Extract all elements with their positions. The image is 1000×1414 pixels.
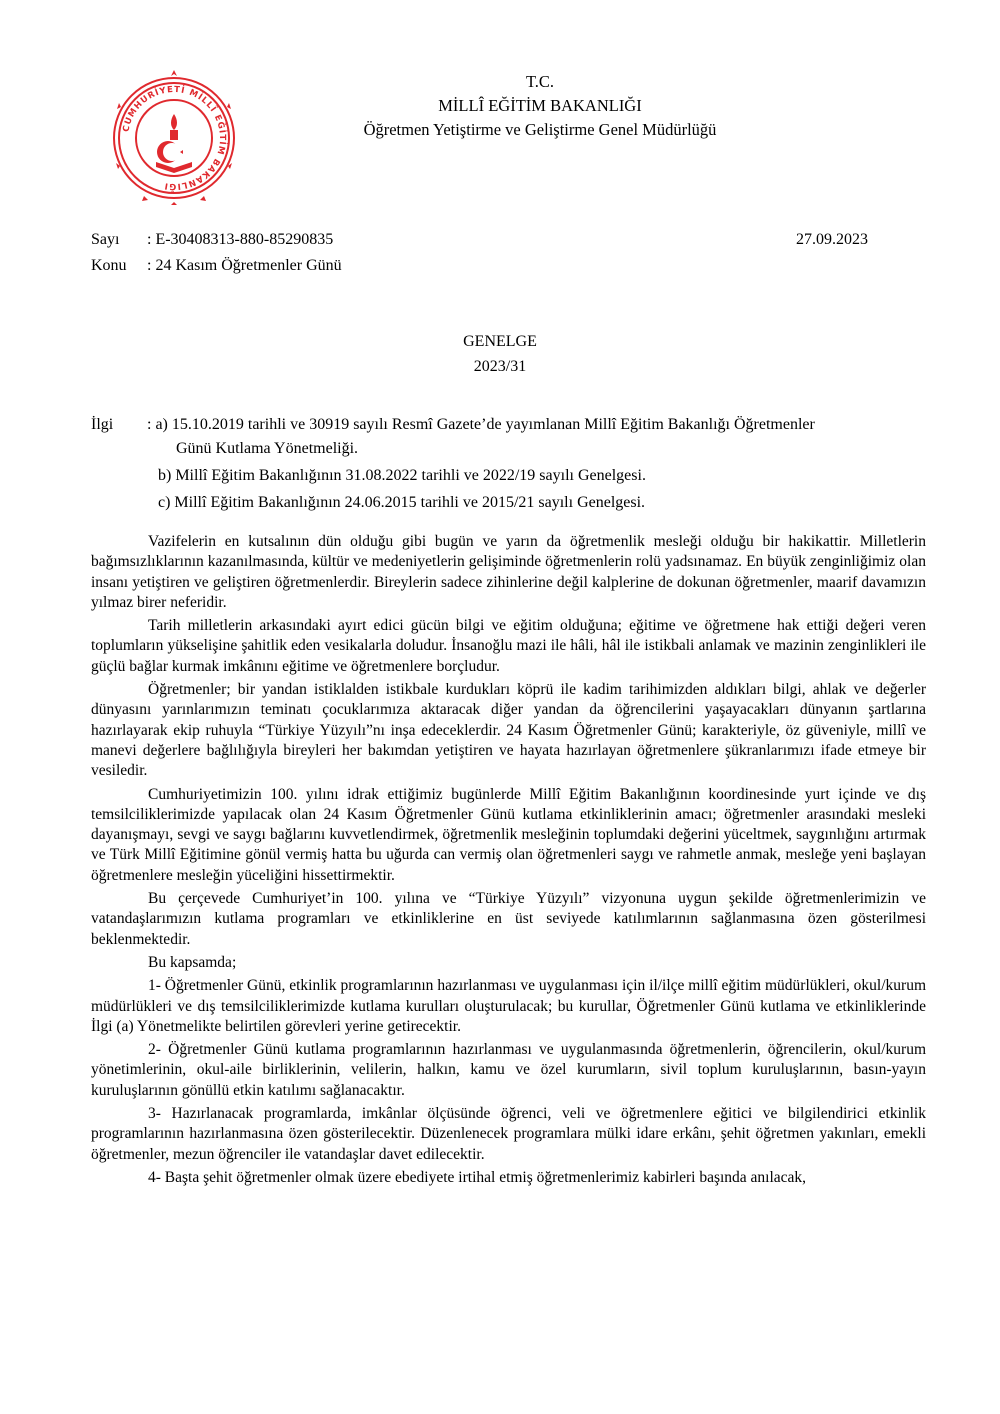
body-paragraph: Bu çerçevede Cumhuriyet’in 100. yılına ve “Türkiye Yüzyılı” vizyonuna uygun şekilde öğretmenlerimizin ve vatandaşlarımızın kutlama programları ve etkinliklerine en üst seviyede katılımlarının sağlanmasına özen gösterilmesi beklenmektedir. xyxy=(91,890,926,948)
document-body xyxy=(91,532,926,1191)
document-header xyxy=(280,70,800,142)
body-paragraph: Tarih milletlerin arkasındaki ayırt edici gücün bilgi ve eğitim olduğuna; eğitime ve öğretmene hak ettiği değeri veren toplumların yükselişine şahitlik eden vesikalarla doludur. İnsanoğlu mazi ile hâli, hâl ile istikbali anlamak ve mazinin zenginlikleri ile güçlü bağlar kurmak imkânını eğitime ve öğretmenlere borçludur. xyxy=(91,617,926,675)
body-paragraph: Vazifelerin en kutsalının dün olduğu gibi bugün ve yarın da öğretmenlik mesleği olduğu bir hakikattir. Milletlerin bağımsızlıklarının kazanılmasında, kültür ve medeniyetlerin gelişiminde öğretmenlerin rolü yadsınamaz. En büyük zenginliğimiz olan insanı yetiştiren ve geliştiren öğretmenlerdir. Bireylerin sadece zihinlerine değil kalplerine de dokunan öğretmenler, maarif davamızın yılmaz birer neferidir. xyxy=(91,533,926,611)
seal-icon xyxy=(104,68,244,208)
header-line-directorate: Öğretmen Yetiştirme ve Geliştirme Genel Müdürlüğü xyxy=(363,120,717,139)
ilgi-item-b: b) Millî Eğitim Bakanlığının 31.08.2022 tarihli ve 2022/19 sayılı Genelgesi. xyxy=(158,467,646,484)
ilgi-section xyxy=(91,413,911,515)
ministry-seal-logo xyxy=(104,68,244,208)
document-type-title: GENELGE xyxy=(463,333,537,350)
header-line-ministry: MİLLÎ EĞİTİM BAKANLIĞI xyxy=(438,96,642,115)
body-paragraph: 4- Başta şehit öğretmenler olmak üzere ebediyete irtihal etmiş öğretmenlerimiz kabirleri başında anılacak, xyxy=(148,1168,807,1186)
sayi-value: : E-30408313-880-85290835 xyxy=(147,231,334,248)
body-paragraph: Cumhuriyetimizin 100. yılını idrak ettiğimiz bugünlerde Millî Eğitim Bakanlığının koordinesinde yurt içinde ve dış temsilciliklerimizde yapılacak olan 24 Kasım Öğretmenler Günü kutlama etkinliklerinin amacı; öğretmenler arasındaki mesleki dayanışmayı, sevgi ve saygı bağlarını kuvvetlendirmek, öğretmenlik mesleğinin toplumdaki değerini yüceltmek, saygınlığını artırmak ve Türk Millî Eğitimine gönül vermiş hatta bu uğurda can vermiş olan öğretmenleri saygı ve rahmetle anmak, mesleğe yeni başlayan öğretmenlere mesleğin yüceliğini hissettirmektir. xyxy=(91,785,926,884)
konu-value: : 24 Kasım Öğretmenler Günü xyxy=(147,257,342,274)
body-paragraph: Öğretmenler; bir yandan istiklalden istikbale kurdukları köprü ile kadim tarihimizden aldıkları bilgi, ahlak ve değerler dünyasını yarınlarımızın teminatı çocuklarımıza aktaracak diğer yandan da öğrencilerini yaşayacakları dünyanın şartlarına hazırlayarak ekip ruhuyla “Türkiye Yüzyılı”nı inşa edeceklerdir. 24 Kasım Öğretmenler Günü; karakteriyle, öz güveniyle, millî ve manevi değerlere bağlılığıyla bireyleri her bakımdan yetiştiren ve hayata hazırlayan öğretmenlere şükranlarımızı ifade etmeye bir vesiledir. xyxy=(91,681,926,780)
body-paragraph: 2- Öğretmenler Günü kutlama programlarının hazırlanması ve uygulanmasında öğretmenlerin, öğrencilerin, okul/kurum yönetimlerinin, okul-aile birliklerinin, velilerin, halkın, kamu ve özel kurumların, sivil toplum kuruluşlarının, basın-yayın kuruluşlarının gönüllü etkin katılımı sağlanacaktır. xyxy=(91,1041,926,1099)
body-paragraph: 3- Hazırlanacak programlarda, imkânlar ölçüsünde öğrenci, veli ve öğretmenlere eğitici ve bilgilendirici etkinlik programlarının hazırlanmasına özen gösterilecektir. Düzenlenecek programlara mülki idare erkânı, şehit öğretmen yakınları, emekli öğretmenler, mezun öğrenciler ile vatandaşlar davet edilecektir. xyxy=(91,1105,926,1163)
konu-label: Konu xyxy=(91,257,127,274)
konu-row xyxy=(91,257,342,275)
body-paragraph: Bu kapsamda; xyxy=(148,953,237,971)
sayi-label: Sayı xyxy=(91,231,120,248)
document-date: 27.09.2023 xyxy=(796,231,868,248)
body-paragraph: 1- Öğretmenler Günü, etkinlik programlarının hazırlanması ve uygulanması için il/ilçe millî eğitim müdürlükleri, okul/kurum müdürlükleri ve dış temsilciliklerimizde kutlama kurulları oluşturulacak; bu kurullar, Öğretmenler Günü kutlama ve etkinliklerinde İlgi (a) Yönetmelikte belirtilen görevleri yerine getirecektir. xyxy=(91,977,926,1035)
svg-text:CUMHURİYETİ MİLLÎ EĞİTİM BAKAN: CUMHURİYETİ MİLLÎ EĞİTİM BAKANLIĞI xyxy=(121,84,228,192)
header-line-tc: T.C. xyxy=(525,72,555,91)
ilgi-item-a: : a) 15.10.2019 tarihli ve 30919 sayılı Resmî Gazete’de yayımlanan Millî Eğitim Bakanlığı Öğretmenler xyxy=(147,416,815,433)
ilgi-item-c: c) Millî Eğitim Bakanlığının 24.06.2015 tarihli ve 2015/21 sayılı Genelgesi. xyxy=(158,494,646,511)
circular-number: 2023/31 xyxy=(473,358,527,375)
ilgi-item-a-cont: Günü Kutlama Yönetmeliği. xyxy=(176,440,359,457)
sayi-row xyxy=(91,231,333,249)
ilgi-label: İlgi xyxy=(91,416,114,433)
